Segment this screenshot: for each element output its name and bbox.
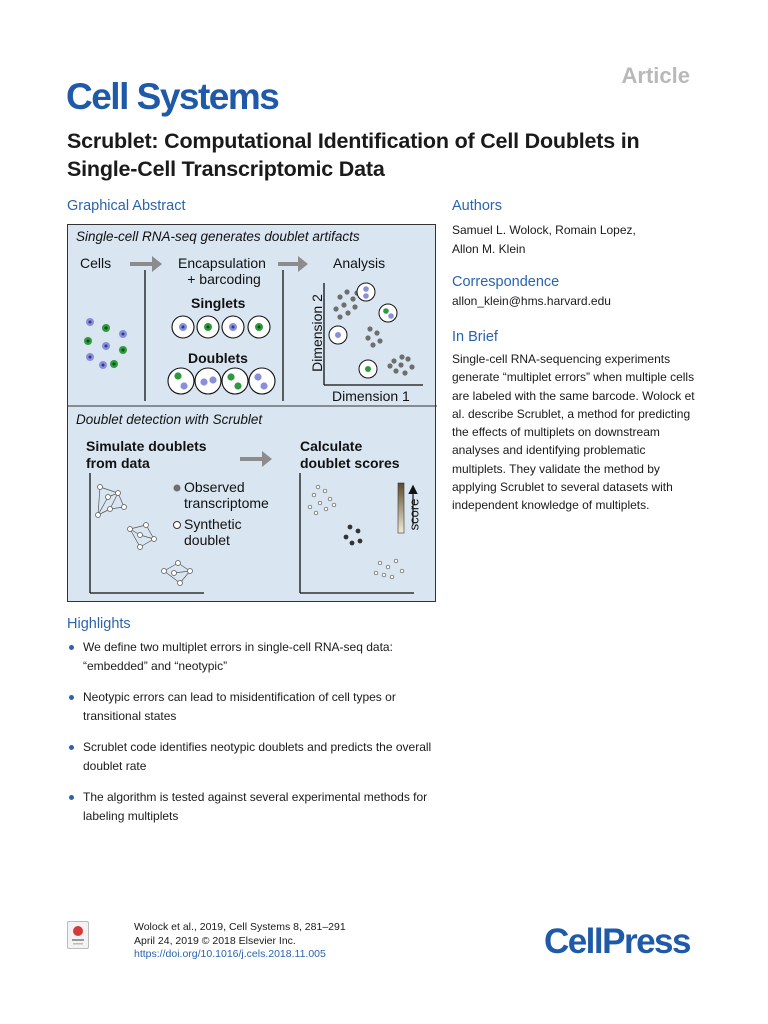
score-cluster-mid — [374, 559, 404, 579]
observed-legend — [184, 479, 269, 511]
analysis-label: Analysis — [333, 255, 386, 271]
observed-legend-line: transcriptome — [184, 495, 269, 511]
citation-block — [134, 921, 346, 962]
highlight-item: Neotypic errors can lead to misidentification of cell types or transitional states — [67, 688, 447, 726]
synthetic-legend-line: Synthetic — [184, 516, 242, 532]
doublets-label: Doublets — [188, 350, 248, 366]
correspondence-heading: Correspondence — [452, 274, 560, 290]
calculate-label — [300, 438, 400, 472]
citation-line: April 24, 2019 © 2018 Elsevier Inc. — [134, 934, 296, 947]
flow-arrow — [278, 256, 308, 272]
loose-cells — [84, 318, 127, 369]
citation-line: Wolock et al., 2019, Cell Systems 8, 281–291 — [134, 921, 346, 933]
doublet-droplets — [168, 368, 275, 394]
graphical-abstract-heading: Graphical Abstract — [67, 198, 186, 214]
flow-arrow — [130, 256, 162, 272]
article-type-label: Article — [621, 63, 690, 88]
synthetic-legend-line: doublet — [184, 532, 230, 548]
score-cluster-low — [308, 485, 336, 515]
synthetic-marker — [174, 522, 181, 529]
singlets-label: Singlets — [191, 295, 246, 311]
simulate-label-line: from data — [86, 455, 150, 471]
paper-title: Scrublet: Computational Identification of Cell Doublets in Single-Cell Transcriptomic Data — [67, 129, 640, 181]
authors-line: Allon M. Klein — [452, 242, 526, 256]
synthetic-legend — [184, 516, 242, 548]
highlight-item: The algorithm is tested against several experimental methods for labeling multiplets — [67, 788, 447, 826]
calculate-label-line: doublet scores — [300, 455, 400, 471]
dim1-label: Dimension 1 — [332, 388, 410, 404]
doi-link[interactable]: https://doi.org/10.1016/j.cels.2018.11.005 — [134, 948, 326, 960]
score-gradient-bar — [398, 483, 404, 533]
network-top — [96, 485, 127, 518]
score-cluster-high — [344, 525, 363, 546]
flow-arrow — [240, 451, 272, 467]
network-bottom — [162, 561, 193, 586]
in-brief-text: Single-cell RNA-sequencing experiments generate “multiplet errors” when multiple cells are labeled with the same barcode. Wolock et al. describe Scrublet, a method for predicting the effects of multiplets on downstream analyses and identifying problematic multiplets. They validate the method by applying Scrublet to several datasets with independent knowledge of multiplets. — [452, 352, 695, 513]
graphical-abstract — [67, 224, 436, 602]
network-middle — [128, 523, 157, 550]
observed-marker — [174, 485, 181, 492]
observed-legend-line: Observed — [184, 479, 245, 495]
panel1-title: Single-cell RNA-seq generates doublet artifacts — [76, 229, 360, 244]
journal-logo: Cell Systems — [66, 76, 279, 117]
authors-heading: Authors — [452, 198, 502, 214]
highlights-list — [67, 638, 447, 838]
authors-line: Samuel L. Wolock, Romain Lopez, — [452, 223, 636, 237]
highlight-item: We define two multiplet errors in single-cell RNA-seq data: “embedded” and “neotypic” — [67, 638, 447, 676]
cluster-bottom — [387, 354, 414, 375]
highlight-item: Scrublet code identifies neotypic doublets and predicts the overall doublet rate — [67, 738, 447, 776]
cells-label: Cells — [80, 255, 112, 271]
simulate-label — [86, 438, 207, 472]
highlights-heading: Highlights — [67, 616, 131, 632]
dim2-label: Dimension 2 — [309, 294, 325, 372]
calculate-label-line: Calculate — [300, 438, 363, 454]
simulate-label-line: Simulate doublets — [86, 438, 207, 454]
cluster-top — [333, 289, 359, 319]
in-brief-heading: In Brief — [452, 329, 498, 345]
panel2-title: Doublet detection with Scrublet — [76, 412, 263, 427]
correspondence-email[interactable]: allon_klein@hms.harvard.edu — [452, 294, 611, 308]
authors-list — [452, 221, 712, 259]
cluster-middle — [365, 326, 382, 347]
score-label: score — [406, 498, 422, 531]
encapsulation-label: Encapsulation — [178, 255, 266, 271]
check-for-updates-icon[interactable] — [67, 921, 89, 949]
barcoding-label: + barcoding — [187, 271, 261, 287]
publisher-logo: CellPress — [543, 922, 690, 961]
